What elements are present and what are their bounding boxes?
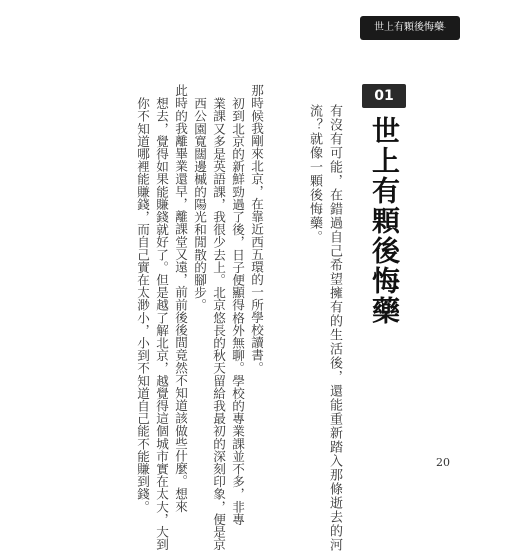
page-number: 20 bbox=[436, 456, 450, 469]
body-column-4: 西公園寬闊邊槭的陽光和閒散的腳步。 bbox=[192, 97, 207, 312]
body-column-7: 你不知道哪裡能賺錢，而自己實在太渺小，小到不知道自己能不能賺到錢。 bbox=[135, 97, 150, 513]
chapter-title: 世上有顆後悔藥 bbox=[368, 116, 401, 326]
running-header bbox=[360, 16, 460, 40]
body-column-6: 想去，覺得如果能賺錢就好了。但是越了解北京，越覺得這個城市實在太大，大到 bbox=[154, 97, 169, 551]
chapter-subtitle-line-2: 流？就像一顆後悔藥。 bbox=[307, 104, 322, 244]
running-header-title: 世上有顆後悔藥 bbox=[374, 22, 445, 33]
body-column-2: 初到北京的新鮮勁過了後，日子便顯得格外無聊。學校的專業課並不多，非專 bbox=[230, 97, 245, 526]
chapter-subtitle-line-1: 有沒有可能，在錯過自己希望擁有的生活後，還能重新踏入那條逝去的河 bbox=[327, 104, 342, 552]
chapter-number: 01 bbox=[362, 84, 406, 108]
body-column-1: 那時候我剛來北京，在靠近西五環的一所學校讀書。 bbox=[249, 84, 264, 374]
body-column-5: 此時的我離畢業還早，離課堂又遠，前前後後間竟然不知道該做些什麼。想來 bbox=[173, 84, 188, 513]
body-column-3: 業課又多是英語課，我很少去上。北京悠長的秋天留給我最初的深刻印象，便是京 bbox=[211, 97, 226, 551]
running-header-suffix: · bbox=[444, 25, 446, 32]
